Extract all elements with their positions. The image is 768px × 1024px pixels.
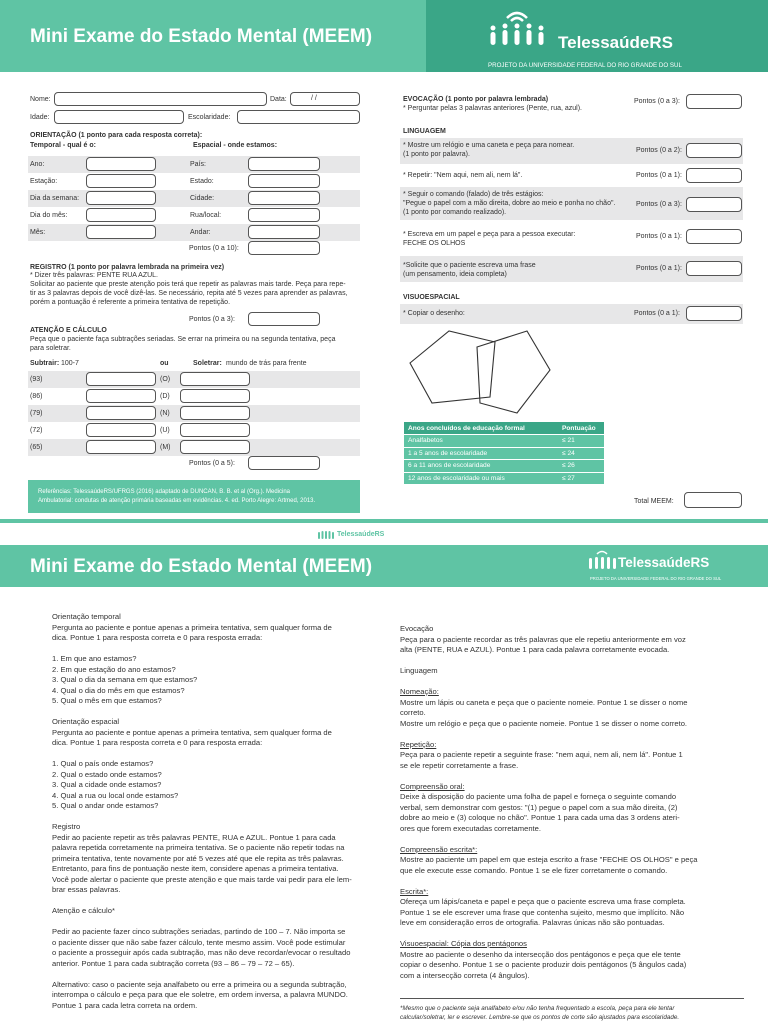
subtraction-65: (65) (30, 444, 43, 451)
education-header: Anos concluídos de educação formal (404, 422, 558, 435)
letter-u: (U) (160, 427, 170, 434)
repeat-points-label: Pontos (0 a 1): (636, 172, 682, 179)
registro-title: REGISTRO (1 ponto por palavra lembrada na primeira vez) (30, 264, 225, 271)
instruction-line: Alternativo: caso o paciente seja analfabeto ou erre a primeira ou a segunda subtração, (52, 979, 347, 989)
naming-points-field[interactable] (686, 143, 742, 158)
name-field[interactable] (54, 92, 267, 106)
spell-label: Soletrar: (193, 360, 222, 367)
instruction-line: copiar o desenho. Pontue 1 se o paciente produzir dois pentágonos (5 ângulos cada) (400, 960, 687, 969)
visuo-line: * Copiar o desenho: (403, 310, 465, 317)
linguagem-line: * Repetir: "Nem aqui, nem ali, nem lá". (403, 172, 523, 179)
instruction-line: Deixe à disposição do paciente uma folha de papel e forneça o seguinte comando (400, 792, 677, 801)
command-points-field[interactable] (686, 197, 742, 212)
subtraction-79-field[interactable] (86, 406, 156, 420)
instruction-line: Pergunta ao paciente e pontue apenas a primeira tentativa, sem qualquer forma de (52, 622, 332, 632)
instruction-line: 1. Em que ano estamos? (52, 654, 137, 663)
score-cell: ≤ 27 (558, 472, 604, 485)
instruction-line (400, 834, 750, 845)
date-separator: / / (311, 95, 317, 102)
instruction-line (400, 771, 750, 782)
instruction-line: Você pode alertar o paciente que preste atenção e que mais tarde vai pedir para ele lem- (52, 874, 352, 884)
spatial-item-street: Rua/local: (190, 212, 222, 219)
registro-points-field[interactable] (248, 312, 320, 326)
command-points-label: Pontos (0 a 3): (636, 201, 682, 208)
age-field[interactable] (54, 110, 184, 124)
atencao-points-field[interactable] (248, 456, 320, 470)
subtract-label: Subtrair: (30, 360, 60, 367)
page2-logo-icon (588, 548, 616, 570)
page2-logo-subtitle: PROJETO DA UNIVERSIDADE FEDERAL DO RIO GRANDE DO SUL (590, 576, 722, 581)
instruction-line: Atenção e cálculo* (52, 906, 115, 915)
instruction-line (52, 896, 387, 907)
instruction-line: leve em consideração erros de ortografia. Palavras únicas não são pontuadas. (400, 918, 665, 927)
visuo-points-field[interactable] (686, 306, 742, 321)
subtraction-86: (86) (30, 393, 43, 400)
subtraction-79: (79) (30, 410, 43, 417)
instruction-line: palavra repetida corretamente na primeira tentativa. Se o paciente não repetir todas na (52, 843, 345, 852)
registro-line: porém a pontuação é referente a primeira tentativa de repetição. (30, 299, 231, 306)
visuo-title: VISUOESPACIAL (403, 294, 460, 301)
footnote-line: *Mesmo que o paciente seja analfabeto e/ou não tenha frequentado a escola, peça para ele tentar (400, 1005, 675, 1012)
temporal-item-monthday: Dia do mês: (30, 212, 68, 219)
instruction-line: Pontue 1 para cada letra correta na ordem. (52, 1000, 198, 1010)
or-label: ou (160, 360, 169, 367)
subtraction-72: (72) (30, 427, 43, 434)
schooling-label: Escolaridade: (188, 114, 231, 121)
date-label: Data: (270, 96, 287, 103)
age-label: Idade: (30, 114, 50, 121)
instruction-line: dica. Pontue 1 para resposta correta e 0 para resposta errada: (52, 633, 263, 642)
instruction-line: o paciente disser que não sabe fazer cálculo, tente mesmo assim. Você pode estimular (52, 937, 346, 947)
letter-m: (M) (160, 444, 171, 451)
atencao-title: ATENÇÃO E CÁLCULO (30, 327, 107, 334)
linguagem-line: (um pensamento, ideia completa) (403, 271, 507, 278)
page1-logo-name: TelessaúdeRS (558, 33, 673, 52)
intersecting-pentagons-drawing (400, 325, 560, 420)
temporal-item-month: Mês: (30, 229, 46, 236)
subtraction-65-field[interactable] (86, 440, 156, 454)
score-header: Pontuação (558, 422, 604, 435)
schooling-field[interactable] (237, 110, 360, 124)
letter-d-field[interactable] (180, 389, 250, 403)
instruction-line: Mostre um lápis ou caneta e peça que o paciente nomeie. Pontue 1 se disser o nome (400, 697, 688, 707)
evocacao-points-field[interactable] (686, 94, 742, 109)
instruction-line: Registro (52, 822, 81, 831)
instruction-line (400, 677, 750, 688)
linguagem-line: * Escreva em um papel e peça para a pessoa executar: (403, 231, 576, 238)
instruction-line: Peça para o paciente recordar as três palavras que ele repetiu anteriormente em voz (400, 634, 686, 644)
instruction-line: ores que forem executadas corretamente. (400, 823, 541, 833)
page2-logo-name: TelessaúdeRS (618, 555, 710, 570)
spatial-state-field[interactable] (248, 174, 320, 188)
instruction-line: Pergunta ao paciente e pontue apenas a primeira tentativa, sem qualquer forma de (52, 727, 332, 737)
instruction-line (400, 929, 750, 940)
instruction-line: interrompa o cálculo e peça para que ele soletre, em ordem inversa, a palavra MUNDO. (52, 990, 348, 999)
spatial-title: Espacial - onde estamos: (193, 142, 278, 149)
reference-line: Referências: TelessaúdeRS/UFRGS (2016) adaptado de DUNCAN, B. B. et al (Org.). Medicina (38, 489, 290, 495)
instruction-line: 4. Qual a rua ou local onde estamos? (52, 790, 179, 800)
subtraction-72-field[interactable] (86, 423, 156, 437)
spatial-street-field[interactable] (248, 208, 320, 222)
instruction-line: 5. Qual o mês em que estamos? (52, 696, 162, 705)
instruction-line: Compreensão oral: (400, 781, 465, 791)
date-field[interactable] (290, 92, 360, 106)
instruction-line: alta (PENTE, RUA e AZUL). Pontue 1 para cada palavra corretamente evocada. (400, 645, 670, 654)
instruction-line: 1. Qual o país onde estamos? (52, 759, 154, 768)
instruction-line: 2. Qual o estado onde estamos? (52, 769, 162, 779)
page1-title: Mini Exame do Estado Mental (MEEM) (30, 26, 373, 47)
temporal-item-weekday: Dia da semana: (30, 195, 80, 202)
letter-d: (D) (160, 393, 170, 400)
instruction-line (400, 729, 750, 740)
orientation-title: ORIENTAÇÃO (1 ponto para cada resposta correta): (30, 132, 203, 139)
subtraction-93: (93) (30, 376, 43, 383)
instruction-line: dica. Pontue 1 para resposta correta e 0 para resposta errada: (52, 738, 263, 747)
linguagem-title: LINGUAGEM (403, 128, 446, 135)
linguagem-line: (1 ponto por comando realizado). (403, 209, 507, 216)
temporal-year-field[interactable] (86, 157, 156, 171)
instruction-line: brar essas palavras. (52, 885, 121, 894)
page2-title: Mini Exame do Estado Mental (MEEM) (30, 556, 373, 577)
education-cell: Analfabetos (404, 435, 558, 448)
instruction-line: primeira tentativa, tente novamente por até 5 vezes até que ele repita as três palavras. (52, 853, 344, 863)
total-label: Total MEEM: (634, 498, 674, 505)
spatial-item-city: Cidade: (190, 195, 215, 202)
page1-logo-subtitle: PROJETO DA UNIVERSIDADE FEDERAL DO RIO GRANDE DO SUL (488, 62, 682, 69)
registro-line: tir as 3 palavras depois de você dizê-las. Se necessário, repita até 5 vezes para aprender as palavras, (30, 290, 348, 297)
temporal-season-field[interactable] (86, 174, 156, 188)
instruction-line: Compreensão escrita*: (400, 844, 478, 854)
linguagem-line: *Solicite que o paciente escreva uma frase (403, 262, 536, 269)
instruction-line: Orientação espacial (52, 717, 120, 726)
instruction-line: 4. Qual o dia do mês em que estamos? (52, 685, 185, 695)
education-cell: 12 anos de escolaridade ou mais (404, 472, 558, 485)
instruction-line: verbal, sem demonstrar com gestos: "(1) pegue o papel com a sua mão direita, (2) (400, 802, 678, 812)
score-cell: ≤ 24 (558, 447, 604, 460)
spell-value: mundo de trás para frente (226, 360, 307, 367)
instruction-line: Repetição: (400, 739, 437, 749)
spatial-city-field[interactable] (248, 191, 320, 205)
temporal-month-field[interactable] (86, 225, 156, 239)
instruction-line: 5. Qual o andar onde estamos? (52, 801, 159, 810)
name-label: Nome: (30, 96, 51, 103)
education-cutoff-table (404, 422, 604, 485)
score-cell: ≤ 21 (558, 435, 604, 448)
read-points-field[interactable] (686, 229, 742, 244)
instruction-line: Peça para o paciente repetir a seguinte frase: "nem aqui, nem ali, nem lá". Pontue 1 (400, 750, 683, 759)
instruction-line: 3. Qual a cidade onde estamos? (52, 780, 162, 789)
temporal-item-season: Estação: (30, 178, 58, 185)
letter-n-field[interactable] (180, 406, 250, 420)
atencao-line: para soletrar. (30, 345, 71, 352)
page2-right-column (400, 624, 750, 981)
letter-o-field[interactable] (180, 372, 250, 386)
letter-n: (N) (160, 410, 170, 417)
instruction-line: Pedir ao paciente repetir as três palavras PENTE, RUA e AZUL. Pontue 1 para cada (52, 832, 336, 842)
instruction-line: Ofereça um lápis/caneta e papel e peça que o paciente escreva uma frase completa. (400, 897, 686, 906)
page2-left-column (52, 612, 387, 1011)
linguagem-line: FECHE OS OLHOS (403, 240, 466, 247)
instruction-line (400, 656, 750, 667)
letter-m-field[interactable] (180, 440, 250, 454)
instruction-line (52, 812, 387, 823)
letter-u-field[interactable] (180, 423, 250, 437)
divider-logo-name: TelessaúdeRS (337, 530, 385, 538)
write-points-label: Pontos (0 a 1): (636, 265, 682, 272)
write-points-field[interactable] (686, 261, 742, 276)
temporal-title: Temporal - qual é o: (30, 142, 96, 149)
linguagem-line: "Pegue o papel com a mão direita, dobre ao meio e ponha no chão". (403, 200, 616, 207)
spatial-item-state: Estado: (190, 178, 214, 185)
evocacao-points-label: Pontos (0 a 3): (634, 98, 680, 105)
instruction-line: Mostre um relógio e peça que o paciente nomeie. Pontue 1 se disser o nome correto. (400, 718, 688, 728)
temporal-item-year: Ano: (30, 161, 45, 168)
naming-points-label: Pontos (0 a 2): (636, 147, 682, 154)
registro-line: * Dizer três palavras: PENTE RUA AZUL. (30, 272, 158, 279)
subtraction-93-field[interactable] (86, 372, 156, 386)
instruction-line: 2. Em que estação do ano estamos? (52, 664, 176, 674)
instruction-line (52, 969, 387, 980)
footnote-rule (400, 998, 744, 999)
instruction-line: correto. (400, 708, 426, 717)
registro-line: Solicitar ao paciente que preste atenção pois terá que repetir as palavras mais tarde. Peça para repe- (30, 281, 346, 288)
instruction-line: Mostre ao paciente um papel em que esteja escrito a frase "FECHE OS OLHOS" e peça (400, 855, 698, 864)
instruction-line: que ele execute esse comando. Pontue 1 se ele fizer corretamente o comando. (400, 865, 668, 875)
total-field[interactable] (684, 492, 742, 508)
read-points-label: Pontos (0 a 1): (636, 233, 682, 240)
instruction-line: Entretanto, para fins de pontuação neste item, considere apenas a primeira tentativa. (52, 864, 339, 873)
score-cell: ≤ 26 (558, 460, 604, 473)
spatial-item-floor: Andar: (190, 229, 211, 236)
linguagem-line: * Seguir o comando (falado) de três estágios: (403, 191, 544, 198)
instruction-line (52, 749, 387, 760)
instruction-line: Linguagem (400, 666, 438, 675)
instruction-line: Orientação temporal (52, 612, 121, 621)
education-cell: 1 a 5 anos de escolaridade (404, 447, 558, 460)
registro-points-label: Pontos (0 a 3): (189, 316, 235, 323)
spatial-country-field[interactable] (248, 157, 320, 171)
instruction-line: Escrita*: (400, 886, 429, 896)
instruction-line: Nomeação: (400, 687, 439, 696)
subtraction-86-field[interactable] (86, 389, 156, 403)
divider-logo-icon (318, 529, 334, 539)
linguagem-line: (1 ponto por palavra). (403, 151, 470, 158)
instruction-line (52, 917, 387, 928)
instruction-line (52, 644, 387, 655)
instruction-line: se ele repetir corretamente a frase. (400, 760, 519, 770)
instruction-line: dobre ao meio e (3) coloque no chão". Pontue 1 para cada uma das 3 ordens ateri- (400, 813, 680, 822)
instruction-line: Evocação (400, 624, 434, 633)
evocacao-line: * Perguntar pelas 3 palavras anteriores (Pente, rua, azul). (403, 105, 582, 112)
subtract-value: 100-7 (61, 360, 79, 367)
temporal-monthday-field[interactable] (86, 208, 156, 222)
telessaude-logo-icon (486, 6, 548, 50)
instruction-line: Visuoespacial: Cópia dos pentágonos (400, 939, 527, 948)
instruction-line: 3. Qual o dia da semana em que estamos? (52, 675, 198, 684)
evocacao-title: EVOCAÇÃO (1 ponto por palavra lembrada) (403, 96, 549, 103)
letter-o: (O) (160, 376, 171, 383)
atencao-points-label: Pontos (0 a 5): (189, 460, 235, 467)
instruction-line: com a intersecção correta (4 ângulos). (400, 970, 530, 980)
spatial-floor-field[interactable] (248, 225, 320, 239)
instruction-line: Pedir ao paciente fazer cinco subtrações seriadas, partindo de 100 – 7. Não importa se (52, 927, 346, 936)
linguagem-line: * Mostre um relógio e uma caneta e peça para nomear. (403, 142, 575, 149)
instruction-line: Mostre ao paciente o desenho da intersecção dos pentágonos e peça que ele tente (400, 949, 681, 959)
instruction-line: o paciente a prosseguir após cada subtração, mas não deve recordar/evocar o resultado (52, 948, 351, 957)
orientation-points-field[interactable] (248, 241, 320, 255)
temporal-weekday-field[interactable] (86, 191, 156, 205)
reference-box (28, 480, 360, 513)
divider-logo (318, 527, 384, 541)
footnote-line: calcular/soletrar, ler e escrever. Lembre-se que os pontos de corte são ajustados para escolaridade. (400, 1014, 680, 1021)
education-cell: 6 a 11 anos de escolaridade (404, 460, 558, 473)
orientation-points-label: Pontos (0 a 10): (189, 245, 239, 252)
atencao-line: Peça que o paciente faça subtrações seriadas. Se errar na primeira ou na segunda tentativa, peça (30, 336, 336, 343)
instruction-line (52, 707, 387, 718)
instruction-line (400, 876, 750, 887)
page-divider (0, 519, 768, 523)
spatial-item-country: País: (190, 161, 206, 168)
instruction-line: anterior. Pontue 1 para cada subtração correta (93 – 86 – 79 – 72 – 65). (52, 958, 295, 968)
repeat-points-field[interactable] (686, 168, 742, 183)
visuo-points-label: Pontos (0 a 1): (634, 310, 680, 317)
instruction-line: Pontue 1 se ele escrever uma frase que contenha sujeito, mesmo que implícito. Não (400, 907, 685, 917)
reference-line: Ambulatorial: condutas de atenção primária baseadas em evidências. 4. ed. Porto Alegre: Artmed, 2013. (38, 498, 316, 504)
